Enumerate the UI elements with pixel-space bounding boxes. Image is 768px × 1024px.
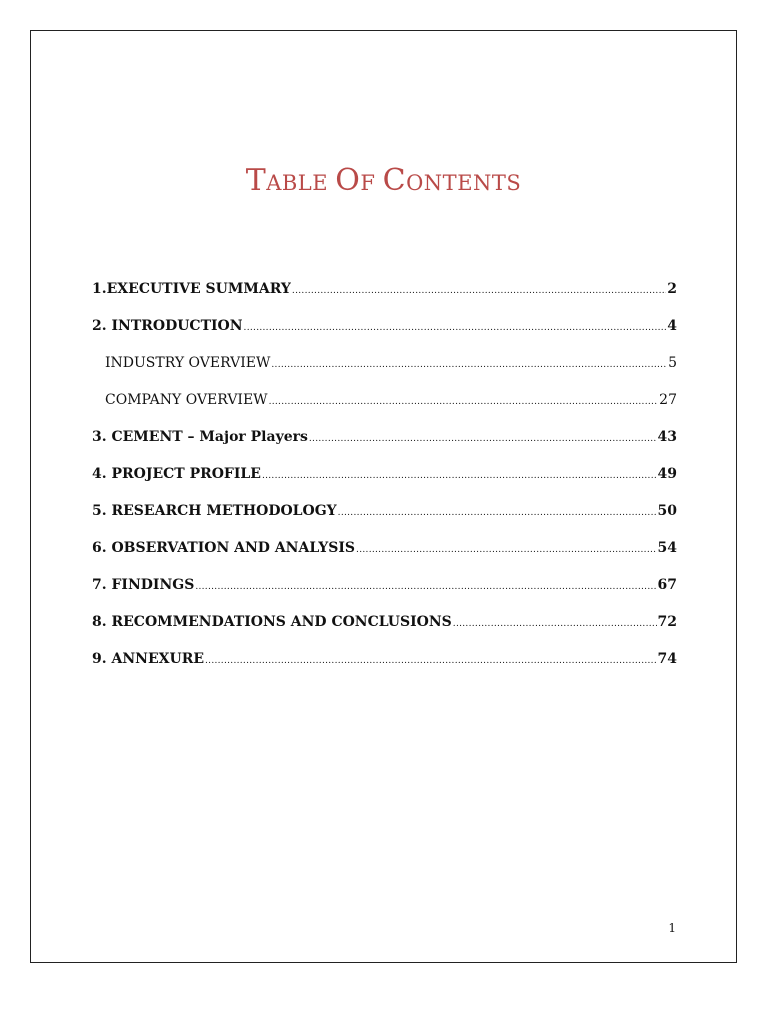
- toc-entry-label: 9. ANNEXURE: [92, 651, 204, 667]
- toc-entry-label: 5. RESEARCH METHODOLOGY: [92, 503, 337, 519]
- document-page: [30, 30, 737, 963]
- title-initial-o: O: [335, 163, 361, 198]
- toc-entry-page: 2: [667, 281, 677, 297]
- dot-leader: [271, 360, 667, 370]
- dot-leader: [453, 619, 657, 629]
- toc-entry-label: 4. PROJECT PROFILE: [92, 466, 261, 482]
- toc-entry-findings[interactable]: [92, 577, 677, 614]
- toc-entry-company-overview[interactable]: [92, 392, 677, 429]
- toc-entry-industry-overview[interactable]: [92, 355, 677, 392]
- dot-leader: [269, 397, 659, 407]
- toc-entry-label: 2. INTRODUCTION: [92, 318, 243, 334]
- toc-entry-page: 54: [657, 540, 677, 556]
- dot-leader: [338, 508, 657, 518]
- page-title: [31, 163, 736, 198]
- toc-entry-page: 50: [657, 503, 677, 519]
- toc-entry-page: 49: [657, 466, 677, 482]
- toc-entry-executive-summary[interactable]: [92, 281, 677, 318]
- toc-entry-observation-and-analysis[interactable]: [92, 540, 677, 577]
- toc-entry-page: 43: [657, 429, 677, 445]
- toc-entry-label: 1.EXECUTIVE SUMMARY: [92, 281, 291, 297]
- toc-entry-label: 8. RECOMMENDATIONS AND CONCLUSIONS: [92, 614, 452, 630]
- toc-entry-label: INDUSTRY OVERVIEW: [105, 355, 271, 371]
- toc-entry-page: 67: [657, 577, 677, 593]
- toc-entry-introduction[interactable]: [92, 318, 677, 355]
- dot-leader: [356, 545, 656, 555]
- dot-leader: [309, 434, 657, 444]
- toc-entry-page: 5: [668, 355, 677, 371]
- toc-entry-page: 27: [659, 392, 677, 408]
- toc-entry-annexure[interactable]: [92, 651, 677, 688]
- page-number: 1: [668, 921, 676, 935]
- toc-entry-recommendations-and-conclusions[interactable]: [92, 614, 677, 651]
- dot-leader: [195, 582, 656, 592]
- toc-entry-project-profile[interactable]: [92, 466, 677, 503]
- dot-leader: [244, 323, 667, 333]
- toc-entry-label: COMPANY OVERVIEW: [105, 392, 268, 408]
- title-part-ontents: ONTENTS: [406, 171, 522, 195]
- title-initial-c: C: [382, 163, 407, 198]
- dot-leader: [205, 656, 657, 666]
- toc-entry-page: 72: [657, 614, 677, 630]
- toc-entry-research-methodology[interactable]: [92, 503, 677, 540]
- toc-entry-page: 74: [657, 651, 677, 667]
- toc-entry-label: 3. CEMENT – Major Players: [92, 429, 308, 445]
- toc-entry-cement-major-players[interactable]: [92, 429, 677, 466]
- dot-leader: [262, 471, 657, 481]
- title-part-f: F: [360, 171, 383, 195]
- title-initial-t: T: [245, 163, 267, 198]
- dot-leader: [292, 286, 666, 296]
- table-of-contents: [92, 281, 677, 688]
- toc-entry-page: 4: [667, 318, 677, 334]
- title-part-able: ABLE: [266, 171, 336, 195]
- toc-entry-label: 7. FINDINGS: [92, 577, 195, 593]
- toc-entry-label: 6. OBSERVATION AND ANALYSIS: [92, 540, 356, 556]
